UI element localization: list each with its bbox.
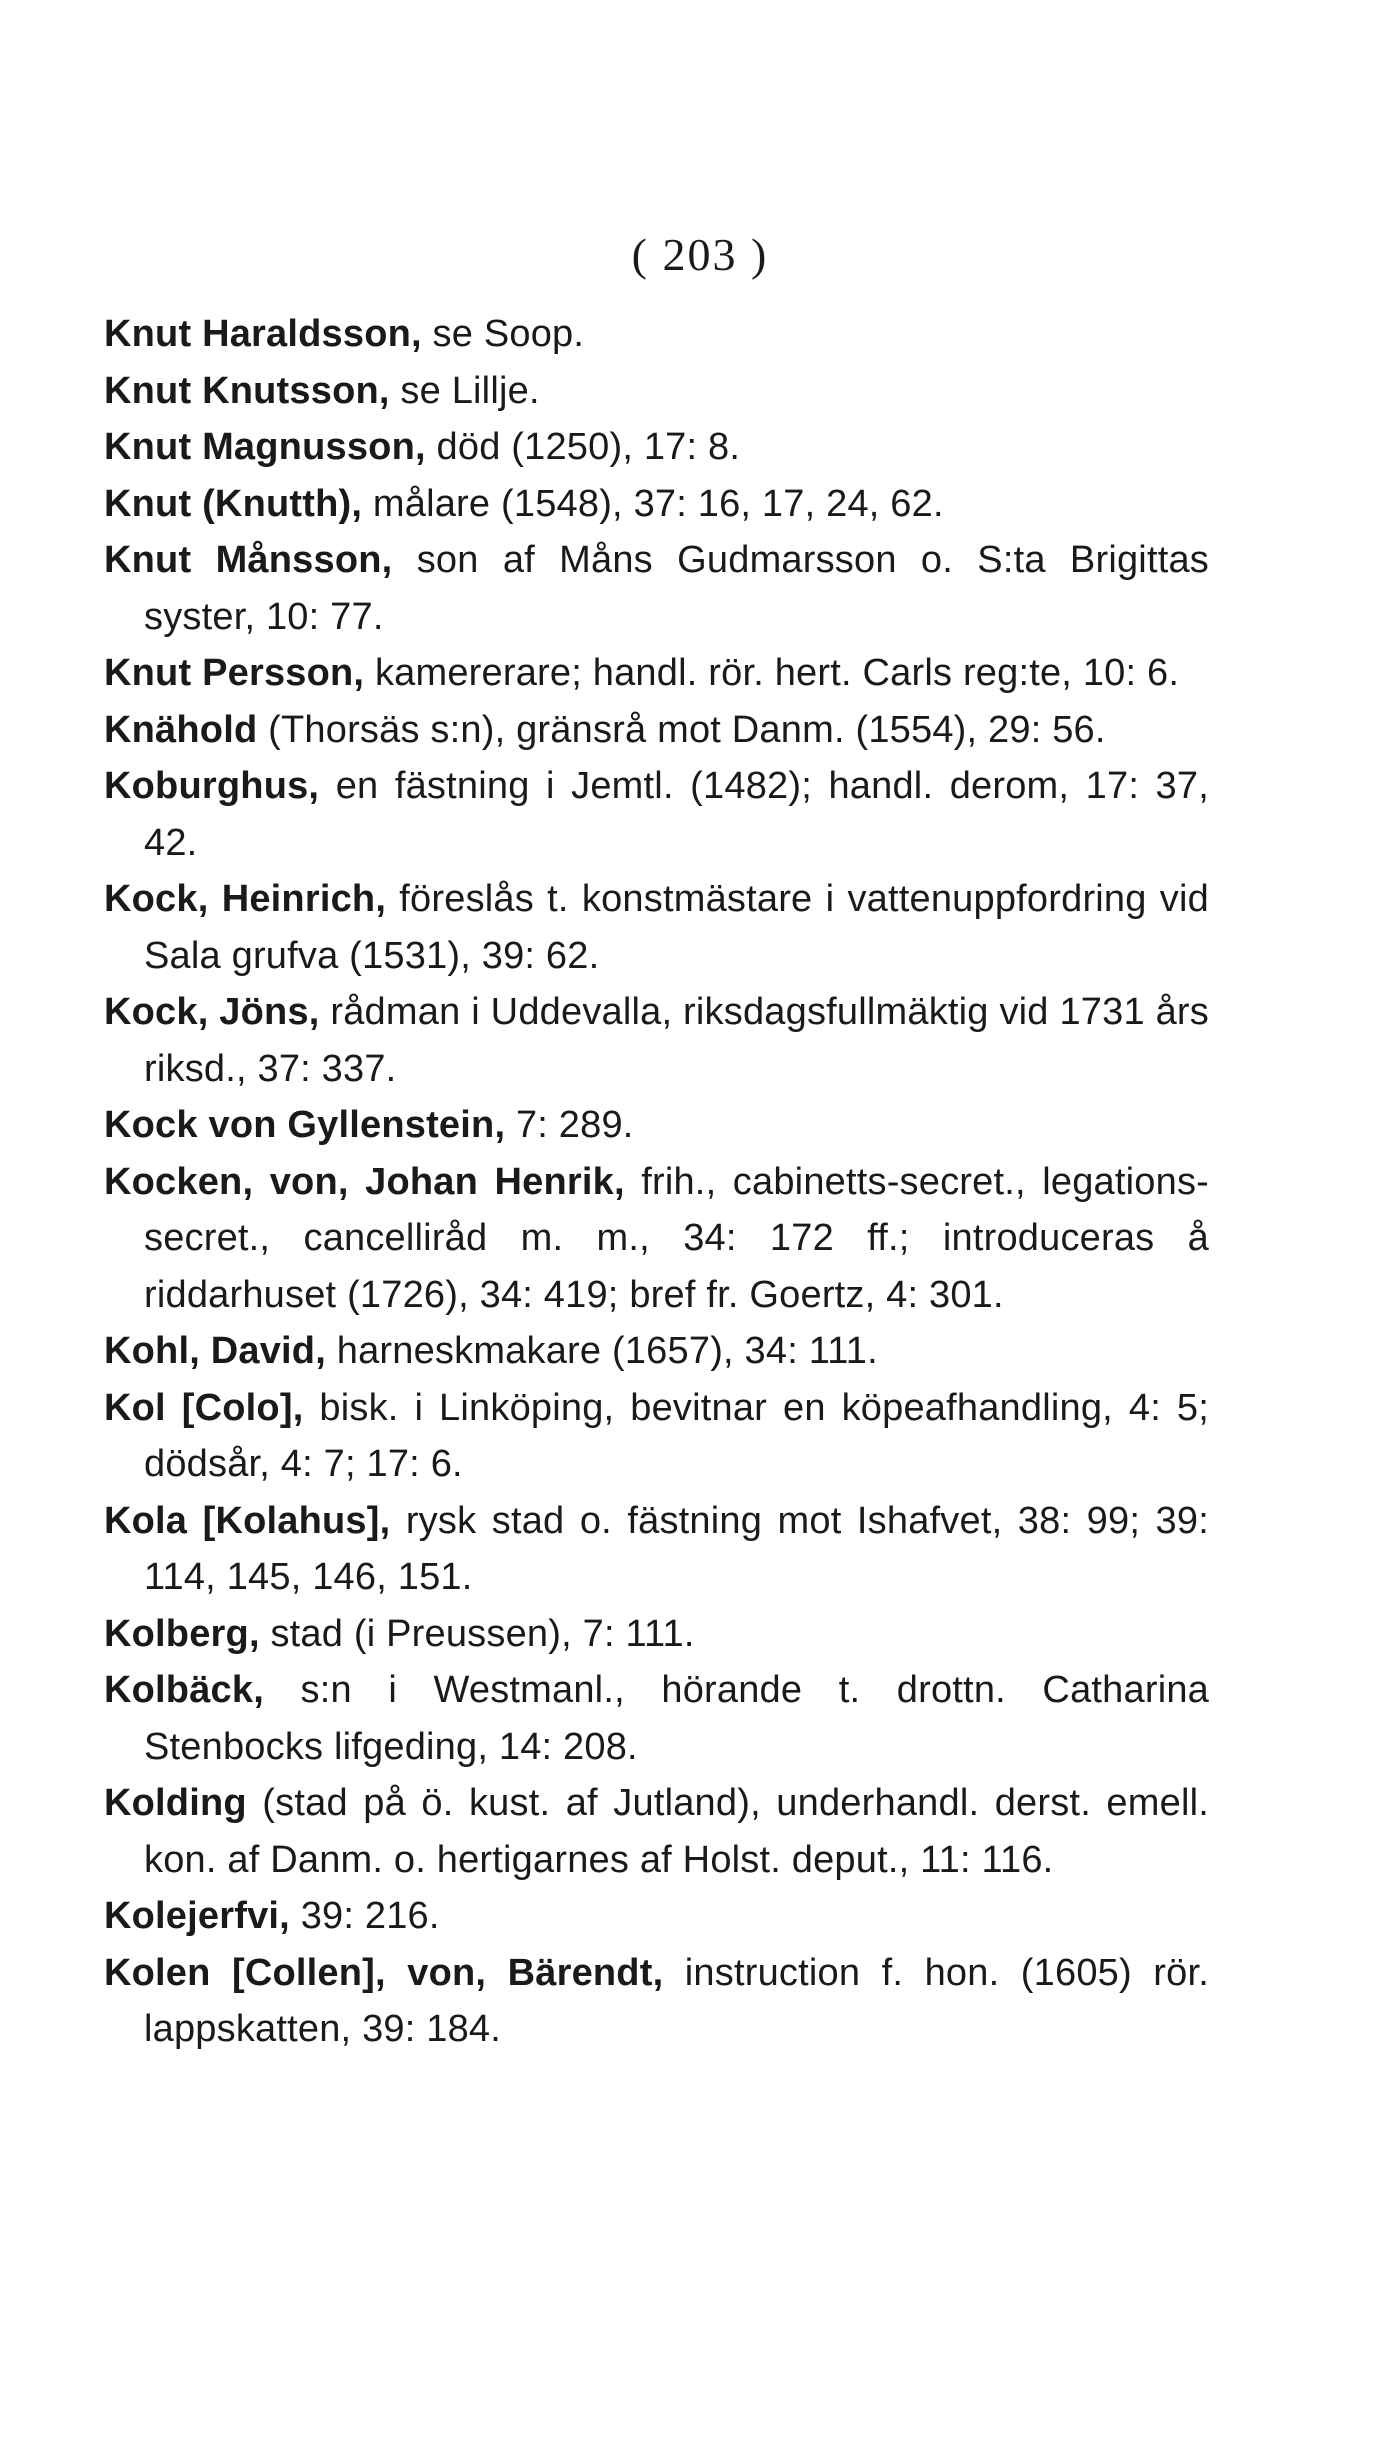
entry-headword: Knut Magnusson, [104,426,426,468]
index-entry [104,1323,1209,1380]
entry-text: målare (1548), 37: 16, 17, 24, 62. [362,482,944,525]
entry-text: 39: 216. [289,1895,440,1937]
index-entry [104,1945,1209,2058]
index-entry [104,419,1209,476]
entry-text: frih., cabinetts-secret., legations-secret., cancelliråd m. m., 34: 172 ff.; introduceras å riddarhuset (1726), 34: 419; bref fr. Goertz, 4: 301. [144,1160,1209,1316]
index-entry [104,702,1209,759]
page-number: ( 203 ) [631,229,769,280]
entry-headword: Kock, Jöns, [104,991,320,1033]
entry-text: se Soop. [421,313,585,355]
index-entry [104,1775,1209,1888]
entry-headword: Kock, Heinrich, [104,878,387,920]
index-entry [104,1493,1209,1606]
index-entry [104,1662,1209,1775]
entry-headword: Knut Knutsson, [104,369,390,412]
index-entry [104,532,1209,645]
entry-headword: Kocken, von, Johan Henrik, [104,1160,625,1203]
index-entry [104,1606,1209,1663]
index-entry [104,1154,1209,1324]
entry-text: (stad på ö. kust. af Jutland), underhandl. derst. emell. kon. af Danm. o. hertigarnes af Holst. deput., 11: 116. [144,1782,1209,1881]
index-entry [104,645,1209,702]
index-entry [104,1380,1209,1493]
entry-headword: Knut Persson, [104,652,365,694]
entry-text: rådman i Uddevalla, riksdagsfullmäktig vid 1731 års riksd., 37: 337. [144,991,1209,1090]
entry-headword: Knut (Knutth), [104,482,363,525]
entry-text: en fästning i Jemtl. (1482); handl. derom, 17: 37, 42. [144,765,1209,864]
entry-headword: Kola [Kolahus], [104,1499,391,1542]
entry-headword: Kolberg, [104,1612,260,1655]
index-entry [104,984,1209,1097]
entry-text: s:n i Westmanl., hörande t. drottn. Catharina Stenbocks lifgeding, 14: 208. [144,1669,1209,1768]
entry-text: instruction f. hon. (1605) rör. lappskatten, 39: 184. [144,1951,1209,2050]
entry-headword: Kolbäck, [104,1669,264,1711]
entry-headword: Kolding [104,1782,247,1824]
entry-text: bisk. i Linköping, bevitnar en köpeafhandling, 4: 5; dödsår, 4: 7; 17: 6. [144,1386,1209,1485]
entry-text: son af Måns Gudmarsson o. S:ta Brigittas syster, 10: 77. [144,539,1209,638]
index-entry [104,871,1209,984]
entry-headword: Knut Haraldsson, [104,313,422,355]
index-entry [104,1097,1209,1154]
index-entry [104,363,1209,420]
entry-text: kamererare; handl. rör. hert. Carls reg:te, 10: 6. [364,652,1180,694]
entry-headword: Kock von Gyllenstein, [104,1104,506,1146]
entry-text: föreslås t. konstmästare i vattenuppfordring vid Sala grufva (1531), 39: 62. [144,878,1209,977]
entry-headword: Kolejerfvi, [104,1895,290,1937]
index-entries [104,306,1209,2058]
entry-headword: Knähold [104,708,258,751]
entry-text: stad (i Preussen), 7: 111. [259,1612,695,1655]
entry-headword: Koburghus, [104,765,320,807]
entry-headword: Kol [Colo], [104,1386,304,1429]
index-entry [104,306,1209,363]
entry-text: (Thorsäs s:n), gränsrå mot Danm. (1554), 29: 56. [257,708,1106,751]
entry-text: 7: 289. [505,1104,634,1146]
entry-text: se Lillje. [389,369,540,412]
entry-headword: Knut Månsson, [104,539,393,581]
entry-headword: Kohl, David, [104,1330,326,1372]
entry-text: död (1250), 17: 8. [425,426,741,468]
index-entry [104,1888,1209,1945]
entry-text: harneskmakare (1657), 34: 111. [325,1330,878,1372]
index-entry [104,476,1209,533]
index-entry [104,758,1209,871]
entry-headword: Kolen [Collen], von, Bärendt, [104,1951,664,1994]
entry-text: rysk stad o. fästning mot Ishafvet, 38: 99; 39: 114, 145, 146, 151. [144,1499,1209,1598]
